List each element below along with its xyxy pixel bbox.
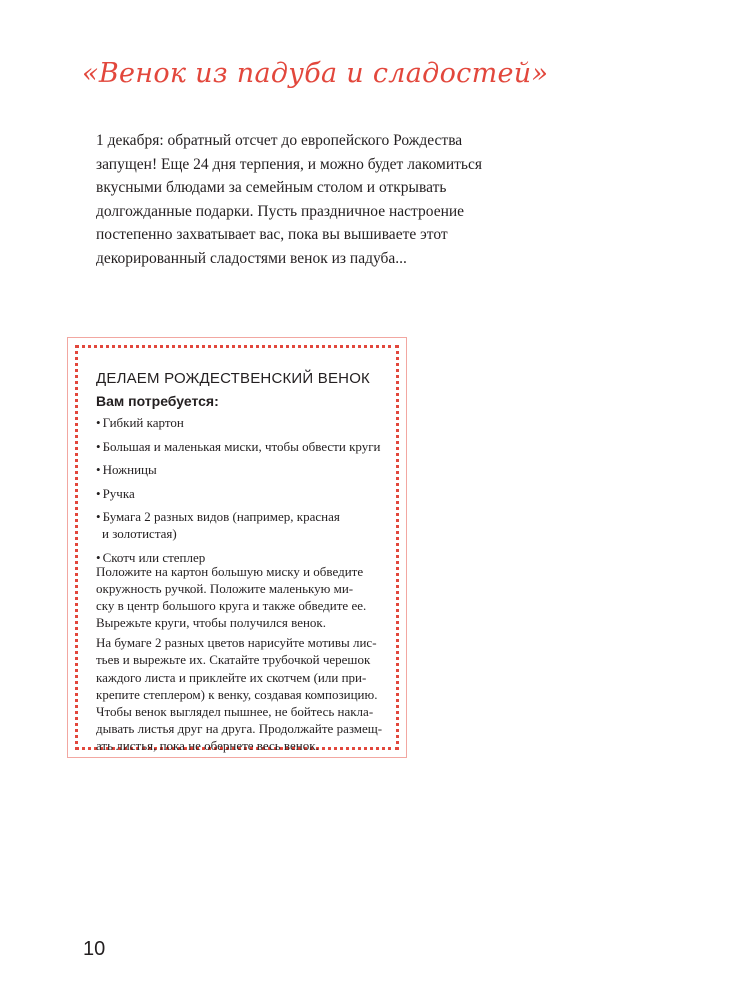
list-item (96, 508, 386, 542)
instruction-line: крепите степлером) к венку, создавая композицию. (96, 686, 378, 702)
bullet-icon: • (96, 485, 101, 501)
intro-line: долгожданные подарки. Пусть праздничное настроение (96, 202, 465, 220)
instructions-text (96, 563, 396, 757)
instruction-paragraph (96, 563, 396, 631)
bullet-icon: • (96, 462, 101, 477)
material-text: Скотч или степлер (102, 549, 206, 565)
instruction-line: Вырежьте круги, чтобы получился венок. (96, 615, 326, 631)
intro-line: декорированный сладостями венок из падуба... (96, 249, 407, 267)
instruction-line: ску в центр большого круга и также обведите ее. (96, 598, 367, 614)
material-text: Гибкий картон (102, 415, 184, 430)
intro-paragraph (96, 129, 516, 271)
instruction-line: На бумаге 2 разных цветов нарисуйте мотивы лис- (96, 635, 377, 651)
list-item (96, 438, 386, 455)
intro-line: вкусными блюдами за семейным столом и открывать (96, 179, 447, 197)
bullet-icon: • (96, 549, 101, 565)
bullet-icon: • (96, 438, 101, 454)
intro-line: запущен! Еще 24 дня терпения, и можно будет лакомиться (96, 155, 482, 173)
material-text: Бумага 2 разных видов (например, красная (102, 509, 340, 524)
list-item (96, 461, 386, 478)
materials-list (96, 414, 386, 572)
intro-line: 1 декабря: обратный отсчет до европейского Рождества (96, 132, 463, 149)
instruction-line: дывать листья друг на друга. Продолжайте размещ- (96, 720, 383, 736)
list-item (96, 414, 386, 431)
list-item (96, 485, 386, 502)
bullet-icon: • (96, 415, 101, 430)
instruction-line: ать листья, пока не обернете весь венок. (96, 737, 319, 753)
page-title: «Венок из падуба и сладостей» (82, 58, 549, 89)
material-text: Ножницы (102, 462, 157, 477)
instruction-line: Чтобы венок выглядел пышнее, не бойтесь накла- (96, 703, 374, 719)
intro-line: постепенно захватывает вас, пока вы вышиваете этот (96, 226, 448, 244)
page-number: 10 (83, 938, 106, 960)
instruction-line: окружность ручкой. Положите маленькую ми- (96, 581, 354, 597)
box-heading: ДЕЛАЕМ РОЖДЕСТВЕНСКИЙ ВЕНОК (96, 370, 370, 387)
bullet-icon: • (96, 509, 101, 524)
instruction-line: Положите на картон большую миску и обведите (96, 564, 364, 579)
instruction-line: тьев и вырежьте их. Скатайте трубочкой черешок (96, 652, 371, 668)
material-text-continued: и золотистая) (102, 526, 177, 541)
instruction-line: каждого листа и приклейте их скотчем (или при- (96, 669, 367, 685)
material-text: Ручка (102, 485, 135, 501)
material-text: Большая и маленькая миски, чтобы обвести круги (102, 438, 381, 454)
materials-label: Вам потребуется: (96, 393, 219, 409)
instruction-paragraph (96, 634, 396, 754)
